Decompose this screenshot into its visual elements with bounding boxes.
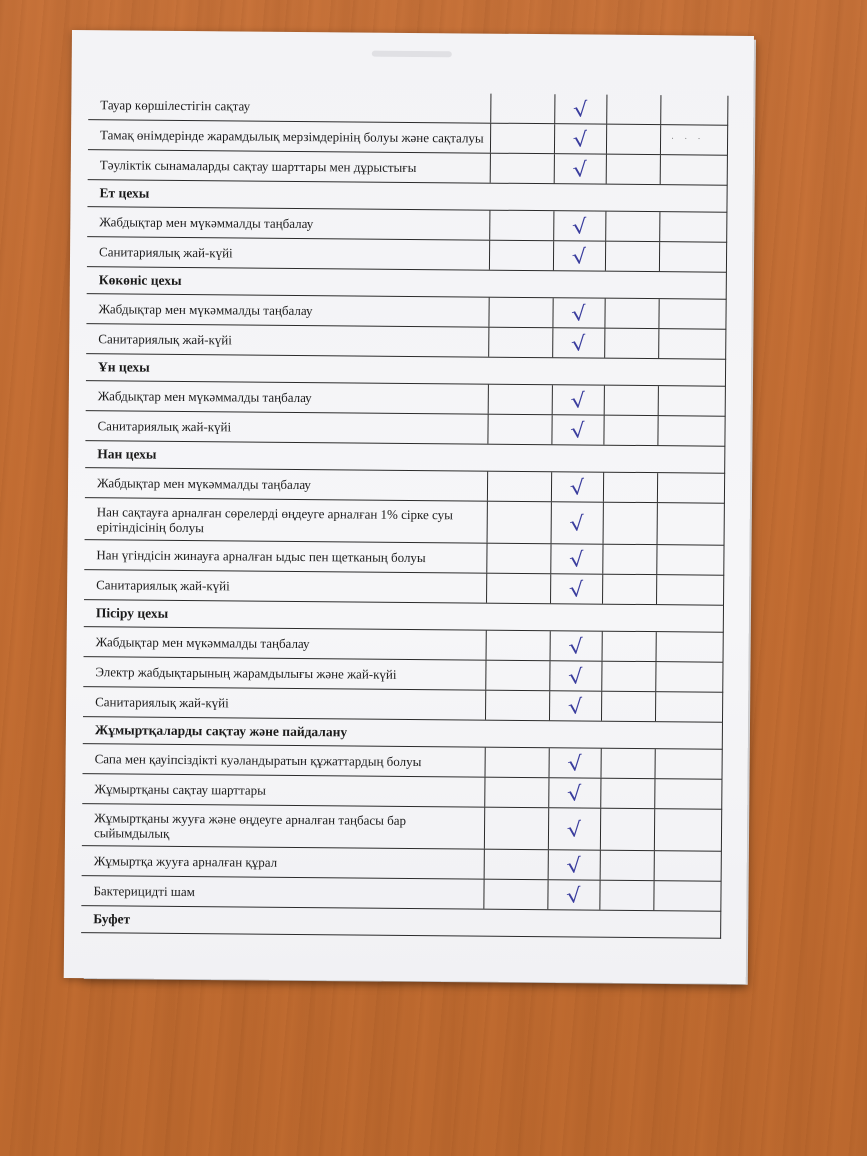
check-cell	[552, 298, 604, 327]
criterion-label: Жабдықтар мен мүкәммалды таңбалау	[95, 634, 310, 652]
checkmark-icon: √	[565, 780, 584, 806]
check-cell	[552, 328, 604, 357]
empty-cell	[488, 328, 552, 358]
checkmark-icon: √	[568, 474, 587, 500]
check-cell	[548, 808, 600, 849]
checklist-sheet	[64, 30, 754, 984]
section-title: Нан цехы	[97, 446, 157, 462]
checkmark-icon: √	[569, 387, 588, 413]
criterion-label: Жұмыртқаны жууға және өңдеуге арналған таңбасы бар сыйымдылық	[93, 809, 407, 841]
empty-cell	[602, 545, 656, 574]
checkmark-icon: √	[570, 213, 589, 239]
empty-cell	[656, 545, 723, 575]
section-title: Пісіру цехы	[95, 605, 169, 621]
empty-cell	[659, 212, 726, 242]
checkmark-icon: √	[566, 693, 585, 719]
empty-cell	[605, 242, 659, 271]
checkmark-icon: √	[567, 546, 586, 572]
empty-cell	[660, 95, 727, 125]
empty-cell	[657, 416, 724, 446]
checklist-table	[81, 90, 728, 939]
empty-cell	[487, 415, 551, 445]
empty-cell	[490, 154, 554, 184]
check-cell	[553, 241, 605, 270]
criterion-label: Санитариялық жай-күйі	[96, 577, 230, 594]
criterion-label: Санитариялық жай-күйі	[98, 331, 232, 348]
empty-cell	[603, 503, 657, 544]
empty-cell	[658, 329, 725, 359]
empty-cell	[606, 125, 660, 154]
empty-cell	[487, 502, 551, 544]
empty-cell	[489, 211, 553, 241]
empty-cell	[604, 299, 658, 328]
empty-cell	[485, 748, 549, 778]
criterion-label: Жабдықтар мен мүкәммалды таңбалау	[97, 388, 312, 406]
checkmark-icon: √	[564, 882, 583, 908]
empty-cell	[486, 544, 550, 574]
checkmark-icon: √	[568, 510, 587, 536]
empty-cell	[604, 329, 658, 358]
criterion-label: Жұмыртқаны сақтау шарттары	[94, 781, 266, 798]
checkmark-icon: √	[571, 156, 590, 182]
check-cell	[548, 778, 600, 807]
empty-cell	[660, 155, 727, 185]
check-cell	[552, 385, 604, 414]
empty-cell	[601, 692, 655, 721]
check-cell	[549, 691, 601, 720]
empty-cell	[656, 632, 723, 662]
checkmark-icon: √	[566, 750, 585, 776]
check-cell	[554, 94, 606, 123]
empty-cell	[603, 416, 657, 445]
empty-cell	[487, 472, 551, 502]
checkmark-icon: √	[569, 417, 588, 443]
empty-cell	[602, 575, 656, 604]
empty-cell	[490, 94, 554, 124]
empty-cell	[658, 386, 725, 416]
section-header	[81, 906, 721, 939]
empty-cell	[657, 473, 724, 503]
empty-cell	[486, 631, 550, 661]
empty-cell	[654, 749, 721, 779]
empty-cell	[484, 808, 548, 850]
empty-cell	[484, 778, 548, 808]
checkmark-icon: √	[567, 576, 586, 602]
empty-cell	[653, 881, 720, 911]
empty-cell	[483, 880, 547, 910]
check-cell	[551, 472, 603, 501]
empty-cell	[660, 125, 727, 155]
check-cell	[551, 415, 603, 444]
empty-cell	[486, 574, 550, 604]
empty-cell	[601, 662, 655, 691]
print-smudge	[372, 51, 452, 58]
checklist-row	[82, 804, 722, 852]
empty-cell	[659, 242, 726, 272]
criterion-label: Сапа мен қауіпсіздікті куәландыратын құжаттардың болуы	[94, 751, 422, 770]
empty-cell	[605, 212, 659, 241]
section-title: Ет цехы	[99, 185, 150, 201]
checkmark-icon: √	[569, 330, 588, 356]
criterion-label: Бактерицидті шам	[93, 883, 195, 900]
empty-cell	[490, 124, 554, 154]
empty-cell	[484, 850, 548, 880]
criterion-label: Нан үгіндісін жинауға арналған ыдыс пен щетканың болуы	[96, 547, 426, 566]
empty-cell	[606, 95, 660, 124]
checkmark-icon: √	[570, 300, 589, 326]
empty-cell	[600, 749, 654, 778]
section-title: Буфет	[93, 911, 131, 927]
check-cell	[548, 850, 600, 879]
checkmark-icon: √	[566, 663, 585, 689]
check-cell	[553, 211, 605, 240]
checkmark-icon: √	[571, 96, 590, 122]
empty-cell	[600, 779, 654, 808]
empty-cell	[657, 503, 724, 545]
empty-cell	[602, 632, 656, 661]
empty-cell	[655, 662, 722, 692]
check-cell	[548, 748, 600, 777]
pen-marks: · · ·	[671, 133, 705, 144]
criterion-label: Тәуліктік сынамаларды сақтау шарттары мен дұрыстығы	[99, 157, 417, 176]
empty-cell	[600, 809, 654, 850]
criterion-label: Тамақ өнімдерінде жарамдылық мерзімдерінің болуы және сақталуы	[100, 127, 484, 146]
criterion-label: Санитариялық жай-күйі	[97, 418, 232, 435]
empty-cell	[600, 851, 654, 880]
check-cell	[551, 502, 603, 543]
check-cell	[554, 124, 606, 153]
empty-cell	[654, 809, 721, 851]
section-title: Ұн цехы	[97, 359, 150, 375]
checkmark-icon: √	[565, 852, 584, 878]
empty-cell	[485, 691, 549, 721]
criterion-label: Жұмыртқа жууға арналған құрал	[93, 853, 278, 870]
criterion-label: Жабдықтар мен мүкәммалды таңбалау	[96, 475, 312, 493]
empty-cell	[599, 881, 653, 910]
checkmark-icon: √	[570, 243, 589, 269]
check-cell	[547, 880, 599, 909]
check-cell	[554, 154, 606, 183]
checkmark-icon: √	[571, 126, 590, 152]
empty-cell	[656, 575, 723, 605]
empty-cell	[604, 386, 658, 415]
checkmark-icon: √	[567, 633, 586, 659]
check-cell	[550, 574, 602, 603]
criterion-label: Санитариялық жай-күйі	[99, 244, 233, 261]
check-cell	[550, 631, 602, 660]
checklist-row	[85, 498, 725, 546]
empty-cell	[489, 241, 553, 271]
empty-cell	[485, 661, 549, 691]
empty-cell	[654, 779, 721, 809]
empty-cell	[654, 851, 721, 881]
checkmark-icon: √	[565, 816, 584, 842]
check-cell	[549, 661, 601, 690]
empty-cell	[658, 299, 725, 329]
criterion-label: Жабдықтар мен мүкәммалды таңбалау	[98, 301, 313, 319]
empty-cell	[606, 155, 660, 184]
criterion-label: Санитариялық жай-күйі	[95, 694, 229, 711]
section-title: Жұмыртқаларды сақтау және пайдалану	[94, 722, 348, 740]
criterion-label: Жабдықтар мен мүкәммалды таңбалау	[99, 214, 314, 232]
empty-cell	[488, 298, 552, 328]
criterion-label: Нан сақтауға арналған сөрелерді өңдеуге арналған 1% сірке суы ерітіндісінің болуы	[96, 503, 453, 535]
check-cell	[550, 544, 602, 573]
empty-cell	[488, 385, 552, 415]
criterion-label: Электр жабдықтарының жарамдылығы және жай-күйі	[95, 664, 397, 682]
section-title: Көкөніс цехы	[98, 272, 182, 288]
empty-cell	[603, 473, 657, 502]
criterion-label: Тауар көршілестігін сақтау	[100, 97, 251, 114]
empty-cell	[655, 692, 722, 722]
